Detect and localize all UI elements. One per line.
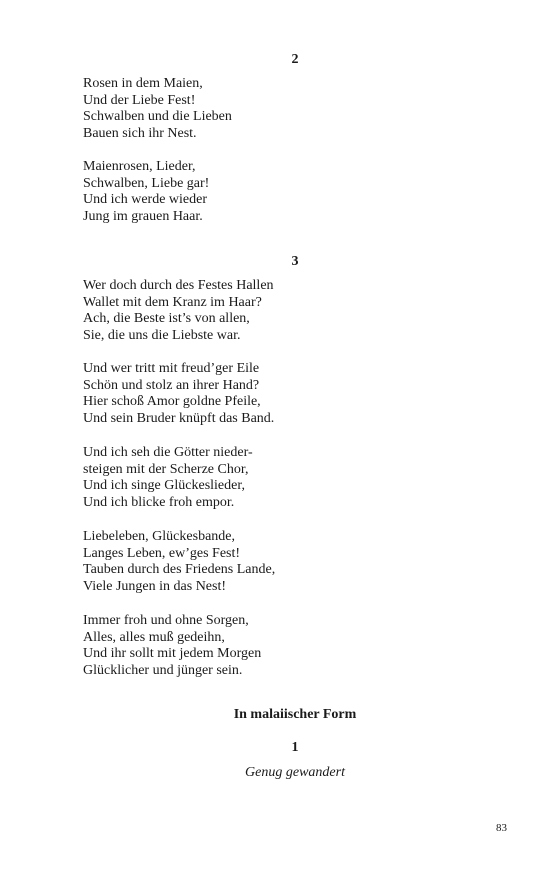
verse-line: Viele Jungen in das Nest! <box>83 578 227 594</box>
verse-line: Und ich seh die Götter nieder- <box>83 445 253 460</box>
verse-line: Maienrosen, Lieder, <box>83 159 196 174</box>
poem-section-2 <box>83 76 383 142</box>
section-number-2: 2 <box>291 52 299 67</box>
poem-section-2-b <box>83 159 383 225</box>
stanza <box>83 278 383 344</box>
poem-section-3-e <box>83 613 383 679</box>
poem-section-3-d <box>83 529 383 595</box>
verse-line: Immer froh und ohne Sorgen, <box>83 613 249 628</box>
verse-line: Liebeleben, Glückesbande, <box>83 529 235 544</box>
verse-line: Wer doch durch des Festes Hallen <box>83 278 274 293</box>
poem-section-3-c <box>83 445 383 511</box>
section-number-3: 3 <box>291 254 299 269</box>
stanza <box>83 361 383 427</box>
stanza <box>83 76 383 142</box>
verse-line: Schwalben, Liebe gar! <box>83 175 210 191</box>
verse-line: Sie, die uns die Liebste war. <box>83 327 241 343</box>
verse-line: Wallet mit dem Kranz im Haar? <box>83 294 262 310</box>
stanza <box>83 613 383 679</box>
section-number-1: 1 <box>291 740 299 755</box>
verse-line: Und ich singe Glückeslieder, <box>83 478 245 494</box>
verse-line: Und sein Bruder knüpft das Band. <box>83 410 275 426</box>
poem-title: In malaiischer Form <box>233 707 357 722</box>
poem-subtitle: Genug gewandert <box>245 765 345 780</box>
verse-line: Und ich werde wieder <box>83 192 208 208</box>
verse-line: Glücklicher und jünger sein. <box>83 662 243 678</box>
verse-line: Jung im grauen Haar. <box>83 208 203 224</box>
verse-line: Rosen in dem Maien, <box>83 76 203 91</box>
verse-line: steigen mit der Scherze Chor, <box>83 461 249 477</box>
verse-line: Schwalben und die Lieben <box>83 109 232 125</box>
stanza <box>83 159 383 225</box>
verse-line: Und ihr sollt mit jedem Morgen <box>83 646 262 662</box>
verse-line: Bauen sich ihr Nest. <box>83 125 197 141</box>
verse-line: Langes Leben, ew’ges Fest! <box>83 545 241 561</box>
verse-line: Alles, alles muß gedeihn, <box>83 629 225 645</box>
poem-section-3-a <box>83 278 383 344</box>
poem-section-3-b <box>83 361 383 427</box>
page-number: 83 <box>496 822 507 834</box>
stanza <box>83 445 383 511</box>
verse-line: Und ich blicke froh empor. <box>83 494 235 510</box>
verse-line: Tauben durch des Friedens Lande, <box>83 562 276 578</box>
verse-line: Schön und stolz an ihrer Hand? <box>83 377 260 393</box>
verse-line: Und wer tritt mit freud’ger Eile <box>83 361 260 376</box>
stanza <box>83 529 383 595</box>
verse-line: Ach, die Beste ist’s von allen, <box>83 311 250 327</box>
verse-line: Und der Liebe Fest! <box>83 92 196 108</box>
verse-line: Hier schoß Amor goldne Pfeile, <box>83 394 261 410</box>
